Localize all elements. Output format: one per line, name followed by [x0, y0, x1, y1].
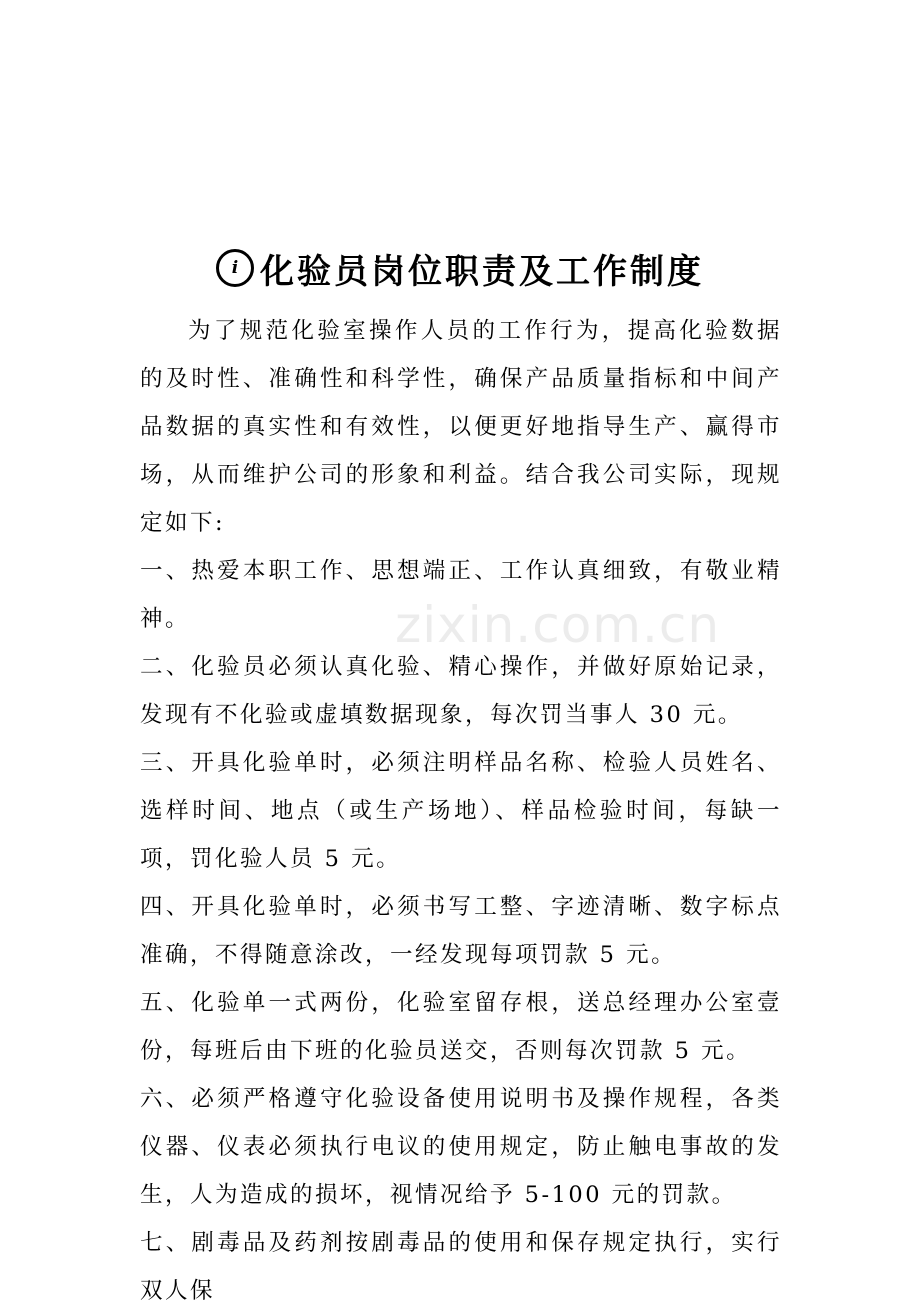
logo-text: i — [231, 257, 239, 278]
intro-paragraph: 为了规范化验室操作人员的工作行为，提高化验数据的及时性、准确性和科学性，确保产品质量指标和中间产品数据的真实性和有效性，以便更好地指导生产、赢得市场，从而维护公司的形象和利益。结合我公司实际，现规定如下: — [140, 318, 782, 536]
watermark: zixin.com.cn — [395, 596, 721, 654]
rule-item-4: 四、开具化验单时，必须书写工整、字迹清晰、数字标点准确，不得随意涂改，一经发现每项罚款 5 元。 — [140, 894, 782, 968]
document-title: 化验员岗位职责及工作制度 — [260, 251, 704, 292]
rule-item-2: 二、化验员必须认真化验、精心操作，并做好原始记录，发现有不化验或虚填数据现象，每次罚当事人 30 元。 — [140, 654, 782, 728]
rule-item-1: 一、热爱本职工作、思想端正、工作认真细致，有敬业精神。 — [140, 558, 782, 632]
rule-item-3: 三、开具化验单时，必须注明样品名称、检验人员姓名、选样时间、地点（或生产场地）、样品检验时间，每缺一项，罚化验人员 5 元。 — [140, 750, 782, 872]
rule-item-5: 五、化验单一式两份，化验室留存根，送总经理办公室壹份，每班后由下班的化验员送交，否则每次罚款 5 元。 — [140, 990, 782, 1064]
document-title-row — [0, 240, 920, 296]
logo-icon — [216, 249, 254, 287]
rule-item-7: 七、剧毒品及药剂按剧毒品的使用和保存规定执行，实行双人保 — [140, 1230, 782, 1304]
document-body — [140, 307, 782, 1315]
rule-item-6: 六、必须严格遵守化验设备使用说明书及操作规程，各类仪器、仪表必须执行电议的使用规定，防止触电事故的发生，人为造成的损坏，视情况给予 5-100 元的罚款。 — [140, 1086, 782, 1208]
